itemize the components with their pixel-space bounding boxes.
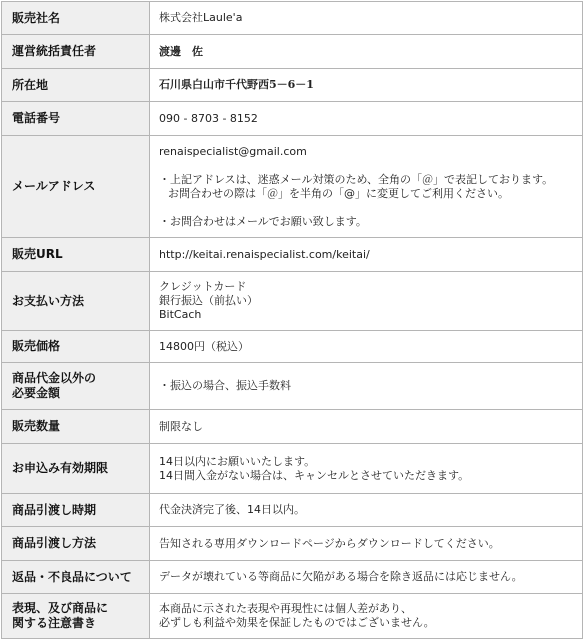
seller-value: 株式会社Laule'a [150, 2, 583, 35]
phone-label: 電話番号 [2, 102, 150, 136]
row-phone [2, 102, 583, 136]
payment-method: BitCach [159, 308, 202, 321]
quantity-label: 販売数量 [2, 410, 150, 444]
url-value: http://keitai.renaispecialist.com/keitai/ [150, 238, 583, 272]
manager-value: 渡邊 佐 [150, 35, 583, 69]
row-price [2, 331, 583, 363]
returns-label: 返品・不良品について [2, 561, 150, 594]
row-seller [2, 2, 583, 35]
email-label: メールアドレス [2, 136, 150, 238]
extra-cost-value: ・振込の場合、振込手数料 [150, 363, 583, 410]
price-label: 販売価格 [2, 331, 150, 363]
row-address [2, 69, 583, 102]
row-url [2, 238, 583, 272]
manager-label: 運営統括責任者 [2, 35, 150, 69]
payment-label: お支払い方法 [2, 272, 150, 331]
validity-label: お申込み有効期限 [2, 444, 150, 494]
quantity-value: 制限なし [150, 410, 583, 444]
email-note-2: ・お問合わせはメールでお願い致します。 [159, 214, 367, 228]
commerce-law-table [1, 1, 583, 639]
price-value: 14800円（税込） [150, 331, 583, 363]
payment-method: クレジットカード [159, 280, 247, 293]
row-extra-cost [2, 363, 583, 410]
row-validity [2, 444, 583, 494]
address-value: 石川県白山市千代野西5－6－1 [150, 69, 583, 102]
extra-cost-label: 商品代金以外の 必要金額 [2, 363, 150, 410]
url-label: 販売URL [2, 238, 150, 272]
row-disclaimer [2, 594, 583, 639]
delivery-time-label: 商品引渡し時期 [2, 494, 150, 527]
disclaimer-label: 表現、及び商品に 関する注意書き [2, 594, 150, 639]
delivery-method-label: 商品引渡し方法 [2, 527, 150, 561]
email-cell [150, 136, 583, 238]
returns-value: データが壊れている等商品に欠陥がある場合を除き返品には応じません。 [150, 561, 583, 594]
email-note-1: ・上記アドレスは、迷惑メール対策のため、全角の「＠」で表記しております。 [159, 172, 554, 186]
row-quantity [2, 410, 583, 444]
payment-method: 銀行振込（前払い） [159, 294, 258, 307]
row-delivery-method [2, 527, 583, 561]
disclaimer-value: 本商品に示された表現や再現性には個人差があり、 必ずしも利益や効果を保証したものではございません。 [150, 594, 583, 639]
row-returns [2, 561, 583, 594]
seller-label: 販売社名 [2, 2, 150, 35]
delivery-time-value: 代金決済完了後、14日以内。 [150, 494, 583, 527]
phone-value: 090 - 8703 - 8152 [150, 102, 583, 136]
delivery-method-value: 告知される専用ダウンロードページからダウンロードしてください。 [150, 527, 583, 561]
row-manager [2, 35, 583, 69]
email-address: renaispecialist@gmail.com [159, 144, 307, 158]
email-note-1b: お問合わせの際は「＠」を半角の「@」に変更してご利用ください。 [168, 186, 509, 200]
row-payment [2, 272, 583, 331]
row-email [2, 136, 583, 238]
payment-methods [150, 272, 583, 331]
row-delivery-time [2, 494, 583, 527]
validity-value: 14日以内にお願いいたします。 14日間入金がない場合は、キャンセルとさせていただきます。 [150, 444, 583, 494]
address-label: 所在地 [2, 69, 150, 102]
